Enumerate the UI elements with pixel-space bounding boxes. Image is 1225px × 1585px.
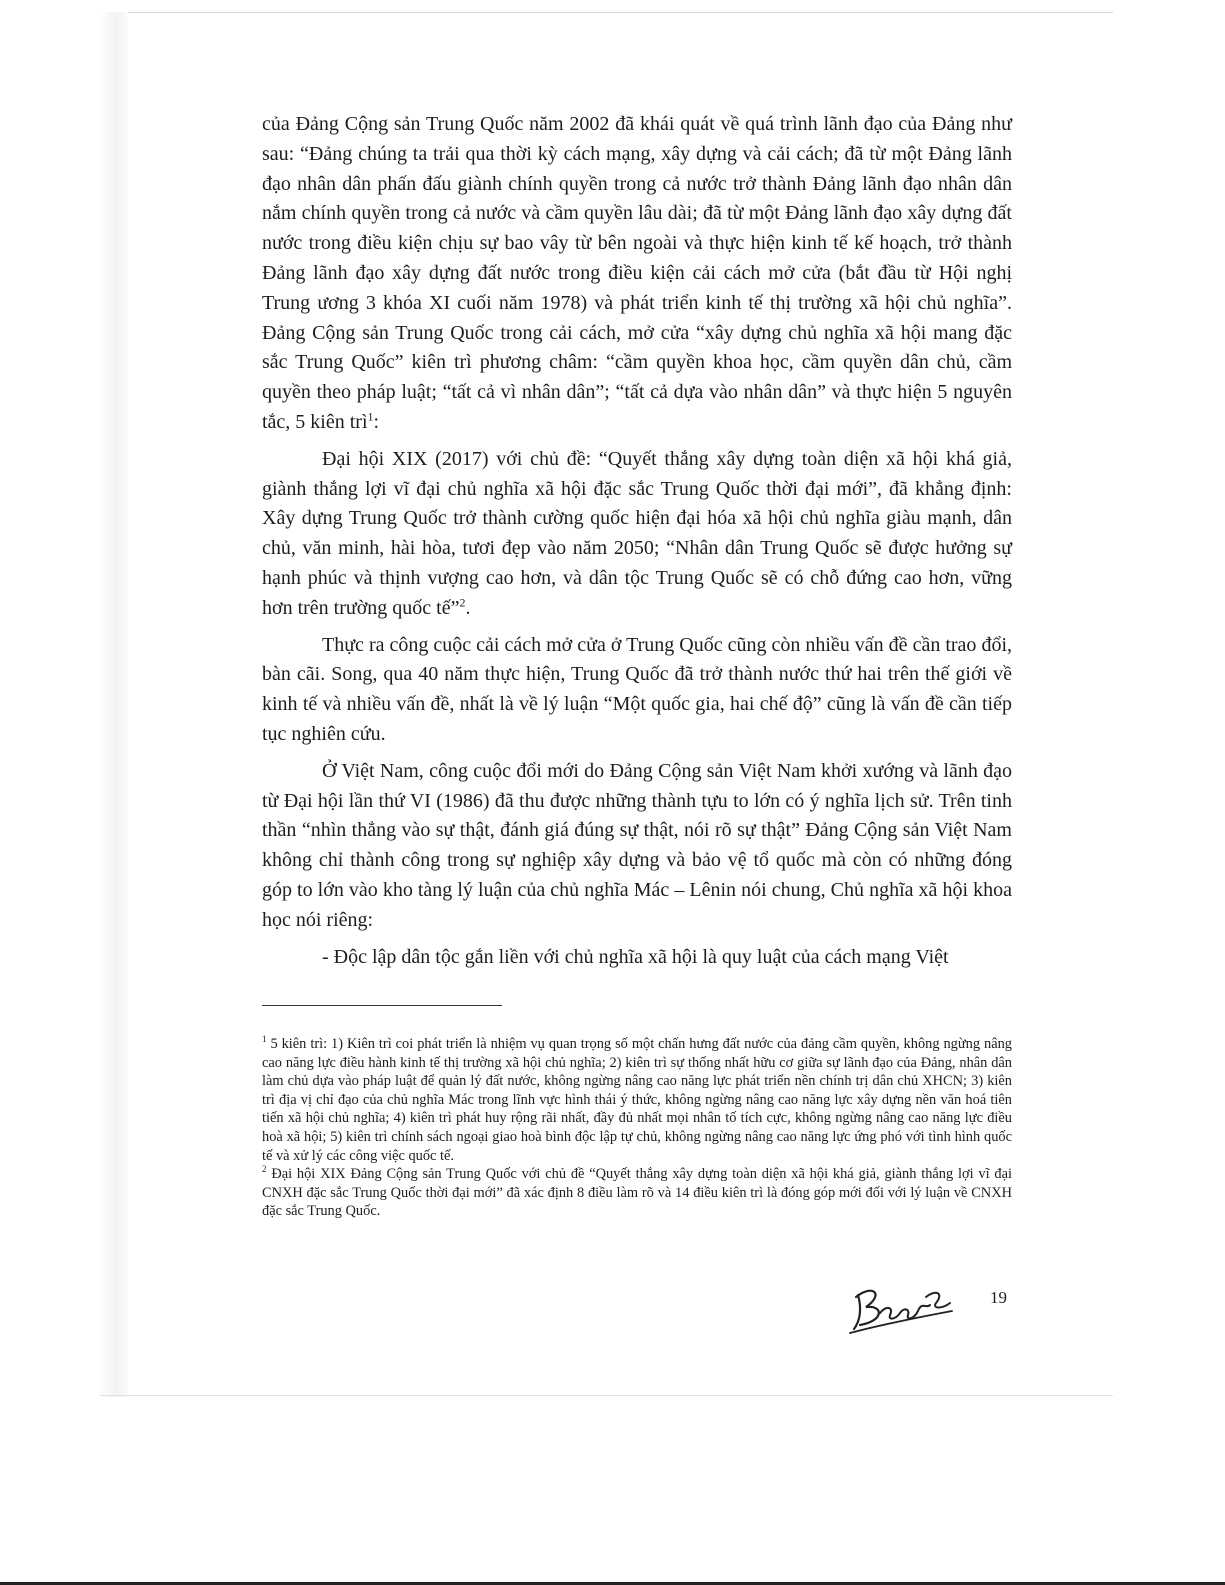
footnote-text: Đại hội XIX Đảng Cộng sản Trung Quốc với chủ đề “Quyết thắng xây dựng toàn diện xã hội khá giả, giành thắng lợi vĩ đại CNXH đặc sắc Trung Quốc thời đại mới” đã xác định 8 điều làm rõ và 14 điều kiên trì là đóng góp mới đối với lý luận về CNXH đặc sắc Trung Quốc. [262, 1166, 1012, 1220]
paragraph-text: của Đảng Cộng sản Trung Quốc năm 2002 đã khái quát về quá trình lãnh đạo của Đảng như sau: “Đảng chúng ta trải qua thời kỳ cách mạng, xây dựng và cải cách; đã từ một Đảng lãnh đạo nhân dân phấn đấu giành chính quyền trong cả nước trở thành Đảng lãnh đạo nhân dân nắm chính quyền trong cả nước và cầm quyền lâu dài; đã từ một Đảng lãnh đạo xây dựng đất nước trong điều kiện chịu sự bao vây từ bên ngoài và thực hiện kinh tế kế hoạch, trở thành Đảng lãnh đạo xây dựng đất nước trong điều kiện cải cách mở cửa (bắt đầu từ Hội nghị Trung ương 3 khóa XI cuối năm 1978) và phát triển kinh tế thị trường xã hội chủ nghĩa”. Đảng Cộng sản Trung Quốc trong cải cách, mở cửa “xây dựng chủ nghĩa xã hội mang đặc sắc Trung Quốc” kiên trì phương châm: “cầm quyền khoa học, cầm quyền dân chủ, cầm quyền theo pháp luật; “tất cả vì nhân dân”; “tất cả dựa vào nhân dân” và thực hiện 5 nguyên tắc, 5 kiên trì [262, 113, 1012, 433]
footnote-ref-1[interactable]: 1 [367, 409, 374, 424]
paragraph-viet-nam: Ở Việt Nam, công cuộc đổi mới do Đảng Cộng sản Việt Nam khởi xướng và lãnh đạo từ Đại hội lần thứ VI (1986) đã thu được những thành tựu to lớn có ý nghĩa lịch sử. Trên tinh thần “nhìn thẳng vào sự thật, đánh giá đúng sự thật, nói rõ sự thật” Đảng Cộng sản Việt Nam không chỉ thành công trong sự nghiệp xây dựng và bảo vệ tổ quốc mà còn có những đóng góp to lớn vào kho tàng lý luận của chủ nghĩa Mác – Lênin nói chung, Chủ nghĩa xã hội khoa học nói riêng: [262, 759, 1012, 931]
footnotes [262, 1035, 1012, 1221]
page-number: 19 [990, 1288, 1007, 1307]
footnote-ref-2[interactable]: 2 [459, 595, 466, 610]
footnote-separator [262, 1005, 502, 1006]
footnote-1 [262, 1035, 1012, 1165]
paragraph-text: Đại hội XIX (2017) với chủ đề: “Quyết thắng xây dựng toàn diện xã hội khá giả, giành thắng lợi vĩ đại chủ nghĩa xã hội đặc sắc Trung Quốc thời đại mới”, đã khẳng định: Xây dựng Trung Quốc trở thành cường quốc hiện đại hóa xã hội chủ nghĩa giàu mạnh, dân chủ, văn minh, hài hòa, tươi đẹp vào năm 2050; “Nhân dân Trung Quốc sẽ được hưởng sự hạnh phúc và thịnh vượng cao hơn, và dân tộc Trung Quốc sẽ có chỗ đứng cao hơn, vững hơn trên trường quốc tế” [262, 447, 1012, 619]
handwritten-signature [840, 1275, 970, 1335]
scan-left-shadow [100, 12, 128, 1397]
paragraph-cai-cach: Thực ra công cuộc cải cách mở cửa ở Trung Quốc cũng còn nhiều vấn đề cần trao đổi, bàn cãi. Song, qua 40 năm thực hiện, Trung Quốc đã trở thành nước thứ hai trên thế giới về kinh tế và nhiều vấn đề, nhất là về lý luận “Một quốc gia, hai chế độ” cũng là vấn đề cần tiếp tục nghiên cứu. [262, 633, 1012, 745]
paragraph-tail: . [465, 596, 471, 619]
paragraph-dai-hoi-xix [262, 445, 1012, 624]
footnote-text: 5 kiên trì: 1) Kiên trì coi phát triển là nhiệm vụ quan trọng số một chấn hưng đất nước của đảng cầm quyền, không ngừng nâng cao năng lực điều hành kinh tế thị trường xã hội chủ nghĩa; 2) kiên trì sự thống nhất hữu cơ giữa sự lãnh đạo của Đảng, nhân dân làm chủ dựa vào pháp luật để quản lý đất nước, không ngừng nâng cao năng lực phát triển nền chính trị dân chủ XHCN; 3) kiên trì địa vị chỉ đạo của chủ nghĩa Mác trong lĩnh vực hình thái ý thức, không ngừng nâng cao năng lực xây dựng nền văn hoá tiên tiến xã hội chủ nghĩa; 4) kiên trì phát huy rộng rãi nhất, đầy đủ nhất mọi nhân tố tích cực, không ngừng nâng cao năng lực điều hoà xã hội; 5) kiên trì chính sách ngoại giao hoà bình độc lập tự chủ, không ngừng nâng cao năng lực ứng phó với tình hình quốc tế và xử lý các công việc quốc tế. [262, 1036, 1012, 1164]
scan-bottom-edge [100, 1395, 1113, 1396]
scan-top-edge [128, 12, 1113, 13]
paragraph-tail: : [373, 410, 380, 433]
paragraph-continuation [262, 110, 1012, 438]
footnote-number: 2 [262, 1164, 267, 1175]
paragraph-bullet: - Độc lập dân tộc gắn liền với chủ nghĩa xã hội là quy luật của cách mạng Việt [322, 945, 949, 968]
footnote-number: 1 [262, 1034, 267, 1045]
body-text [262, 110, 1012, 979]
footnote-2 [262, 1165, 1012, 1221]
